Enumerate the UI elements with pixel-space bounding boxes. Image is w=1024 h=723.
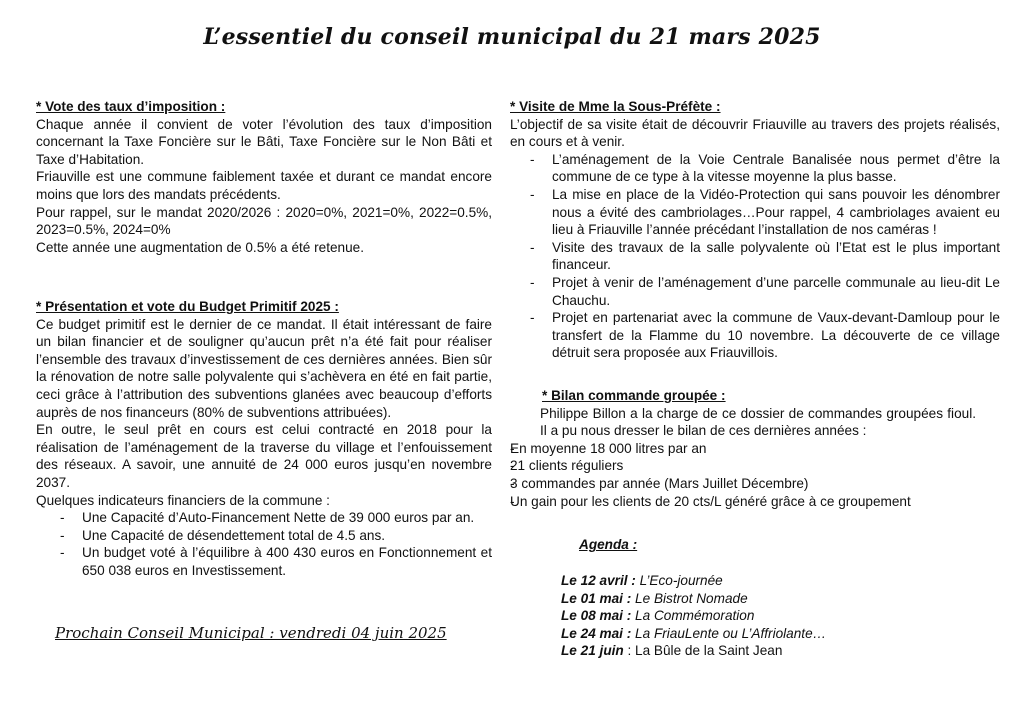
list-item: - Un budget voté à l’équilibre à 400 430 euros en Fonctionnement et 650 038 euros en Investissement.	[36, 544, 492, 579]
agenda-entry	[561, 607, 826, 625]
agenda-entry	[561, 625, 826, 643]
agenda-date: Le 01 mai :	[561, 590, 636, 606]
agenda-event: La Commémoration	[635, 608, 755, 624]
budget-indicator-list	[36, 509, 492, 579]
bilan-paragraph: Philippe Billon a la charge de ce dossier de commandes groupées fioul. Il a pu nous dresser le bilan de ces dernières années :	[540, 405, 976, 439]
list-item: - Projet à venir de l’aménagement d’une parcelle communale au lieu-dit Le Chauchu.	[510, 274, 1000, 309]
list-item: - En moyenne 18 000 litres par an	[510, 440, 1000, 458]
agenda-event: La FriauLente ou L’Affriolante…	[635, 625, 827, 641]
list-item: - Une Capacité de désendettement total de 4.5 ans.	[36, 527, 492, 545]
agenda-event: : La Bûle de la Saint Jean	[623, 643, 783, 659]
taux-paragraph-2: Friauville est une commune faiblement taxée et durant ce mandat encore moins que lors des mandats précédents.	[36, 169, 492, 202]
bilan-section	[510, 387, 1000, 510]
list-item: - Un gain pour les clients de 20 cts/L généré grâce à ce groupement	[510, 493, 1000, 511]
budget-paragraph-3: Quelques indicateurs financiers de la commune :	[36, 492, 330, 508]
taux-paragraph-3: Pour rappel, sur le mandat 2020/2026 : 2020=0%, 2021=0%, 2022=0.5%, 2023=0.5%, 2024=0%	[36, 204, 492, 238]
agenda-date: Le 24 mai :	[561, 625, 636, 641]
budget-paragraph-1: Ce budget primitif est le dernier de ce mandat. Il était intéressant de faire un bilan financier et de souligner qu’aucun prêt n’a été fait pour réaliser l’ensemble des travaux d’investissement de ces dernières années. Bien sûr la rénovation de notre salle polyvalente qui s’achèvera en été en fait partie, ceci grâce à l’attribution des subventions glanées avec beaucoup d’efforts auprès de nos financeurs (80% de subventions attribuées).	[36, 316, 492, 420]
visite-heading: * Visite de Mme la Sous-Préfète :	[510, 99, 721, 114]
agenda-event: L’Eco-journée	[639, 573, 723, 588]
list-item: - Projet en partenariat avec la commune de Vaux-devant-Damloup pour le transfert de la Flamme du 10 novembre. La découverte de ce village détruit sera proposée aux Friauvillois.	[510, 309, 1000, 362]
agenda-title: Agenda :	[579, 537, 638, 552]
agenda-date: Le 12 avril :	[561, 573, 640, 588]
budget-paragraph-2: En outre, le seul prêt en cours est celui contracté en 2018 pour la réalisation de l’aménagement de la traverse du village et l’enfouissement des réseaux. A savoir, une annuité de 24 000 euros jusqu’en novembre 2037.	[36, 422, 492, 490]
agenda-event: Le Bistrot Nomade	[635, 590, 748, 606]
agenda-list	[561, 572, 826, 660]
budget-heading: * Présentation et vote du Budget Primitif 2025 :	[36, 299, 339, 314]
page-title: L’essentiel du conseil municipal du 21 mars 2025	[203, 24, 821, 50]
list-item: - La mise en place de la Vidéo-Protection qui sans pouvoir les dénombrer nous a évité des cambriolages…Pour rappel, 4 cambriolages avaient eu lieu à Friauville l’année précédant l’installation de nos caméras !	[510, 186, 1000, 239]
bilan-heading: * Bilan commande groupée :	[542, 388, 726, 403]
agenda-date: Le 08 mai :	[561, 608, 636, 624]
list-item: - Une Capacité d’Auto-Financement Nette de 39 000 euros par an.	[36, 509, 492, 527]
visite-list	[510, 151, 1000, 362]
visite-paragraph: L’objectif de sa visite était de découvrir Friauville au travers des projets réalisés, en cours et à venir.	[510, 116, 1000, 150]
agenda-entry	[561, 642, 826, 660]
list-item: - 21 clients réguliers	[510, 457, 1000, 475]
list-item: - 3 commandes par année (Mars Juillet Décembre)	[510, 475, 1000, 493]
next-council-date: Prochain Conseil Municipal : vendredi 04 juin 2025	[55, 624, 447, 642]
taux-section	[36, 98, 492, 256]
list-item: - Visite des travaux de la salle polyvalente où l’Etat est le plus important financeur.	[510, 239, 1000, 274]
list-item: - L’aménagement de la Voie Centrale Banalisée nous permet d’être la commune de ce type à la vitesse moyenne la plus basse.	[510, 151, 1000, 186]
taux-paragraph-1: Chaque année il convient de voter l’évolution des taux d’imposition concernant la Taxe Foncière sur le Bâti, Taxe Foncière sur le Non Bâti et Taxe d’Habitation.	[36, 116, 492, 167]
agenda-entry	[561, 572, 826, 590]
taux-heading: * Vote des taux d’imposition :	[36, 99, 226, 114]
budget-section	[36, 298, 492, 580]
agenda-date: Le 21 juin	[561, 643, 624, 659]
visite-section	[510, 98, 1000, 362]
bilan-list	[510, 440, 1000, 510]
taux-paragraph-4: Cette année une augmentation de 0.5% a été retenue.	[36, 239, 365, 255]
agenda-entry	[561, 590, 826, 608]
